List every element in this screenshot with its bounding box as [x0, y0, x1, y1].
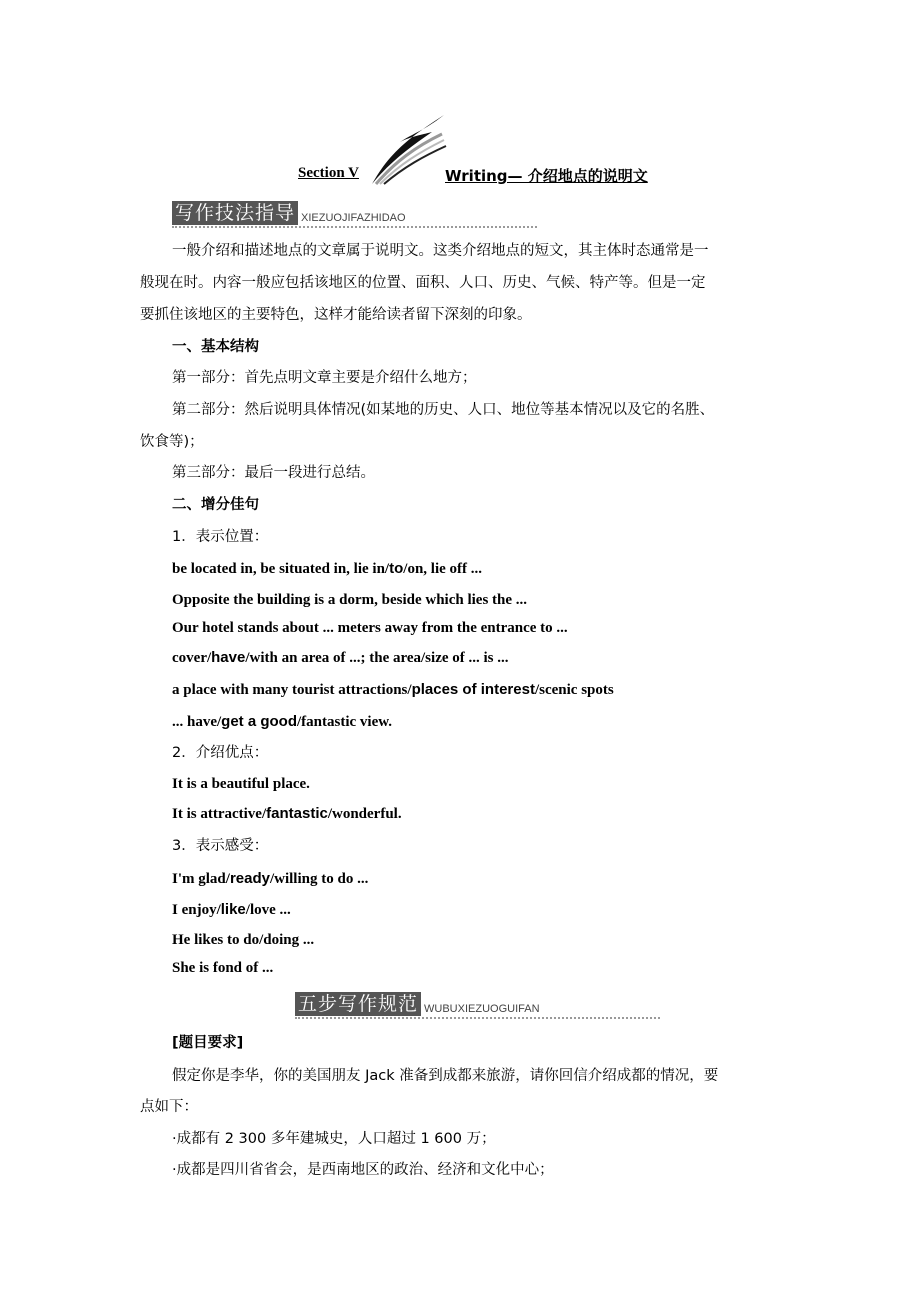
- task-bullet: ·成都有 2 300 多年建城史，人口超过 1 600 万；: [172, 1131, 496, 1147]
- subheading: 2．介绍优点：: [172, 745, 269, 761]
- phrase-line: cover/have/with an area of ...; the area/size of ... is ...: [172, 649, 509, 666]
- swoosh-logo-icon: [370, 112, 450, 187]
- dotted-divider: [295, 1017, 660, 1019]
- phrase-line: Our hotel stands about ... meters away from the entrance to ...: [172, 620, 568, 636]
- subheading: 3．表示感受：: [172, 838, 269, 854]
- phrase-line: Opposite the building is a dorm, beside which lies the ...: [172, 592, 528, 608]
- banner-label: 写作技法指导: [172, 201, 298, 225]
- banner-pinyin: XIEZUOJIFAZHIDAO: [301, 212, 406, 224]
- heading-phrases: 二、增分佳句: [172, 497, 259, 513]
- banner-label: 五步写作规范: [295, 992, 421, 1016]
- dotted-divider: [172, 226, 537, 228]
- subheading: 1．表示位置：: [172, 529, 269, 545]
- banner-pinyin: WUBUXIEZUOGUIFAN: [424, 1003, 540, 1015]
- task-line: 假定你是李华，你的美国朋友 Jack 准备到成都来旅游，请你回信介绍成都的情况，要: [172, 1068, 719, 1084]
- phrase-line: be located in, be situated in, lie in/to/on, lie off ...: [172, 560, 483, 577]
- intro-line: 要抓住该地区的主要特色，这样才能给读者留下深刻的印象。: [140, 307, 532, 323]
- task-line: 点如下：: [140, 1099, 198, 1115]
- phrase-line: I enjoy/like/love ...: [172, 901, 291, 918]
- section-label: Section V: [298, 165, 359, 181]
- task-bullet: ·成都是四川省省会，是西南地区的政治、经济和文化中心；: [172, 1162, 554, 1178]
- heading-structure: 一、基本结构: [172, 339, 259, 355]
- structure-part: 第一部分：首先点明文章主要是介绍什么地方；: [172, 370, 477, 386]
- phrase-line: It is attractive/fantastic/wonderful.: [172, 805, 402, 822]
- heading-task: [题目要求]: [172, 1035, 244, 1051]
- structure-part: 第二部分：然后说明具体情况(如某地的历史、人口、地位等基本情况以及它的名胜、: [172, 402, 715, 418]
- intro-line: 般现在时。内容一般应包括该地区的位置、面积、人口、历史、气候、特产等。但是一定: [140, 275, 706, 291]
- banner-five-steps: [295, 992, 540, 1016]
- phrase-line: He likes to do/doing ...: [172, 932, 315, 948]
- phrase-line: It is a beautiful place.: [172, 776, 310, 792]
- phrase-line: a place with many tourist attractions/places of interest/scenic spots: [172, 681, 614, 698]
- intro-line: 一般介绍和描述地点的文章属于说明文。这类介绍地点的短文，其主体时态通常是一: [172, 243, 709, 259]
- banner-writing-skills: [172, 201, 406, 225]
- structure-part: 饮食等)；: [140, 434, 204, 450]
- phrase-line: She is fond of ...: [172, 960, 274, 976]
- structure-part: 第三部分：最后一段进行总结。: [172, 465, 375, 481]
- phrase-line: I'm glad/ready/willing to do ...: [172, 870, 369, 887]
- phrase-line: ... have/get a good/fantastic view.: [172, 713, 392, 730]
- section-title: Writing— 介绍地点的说明文: [445, 167, 648, 185]
